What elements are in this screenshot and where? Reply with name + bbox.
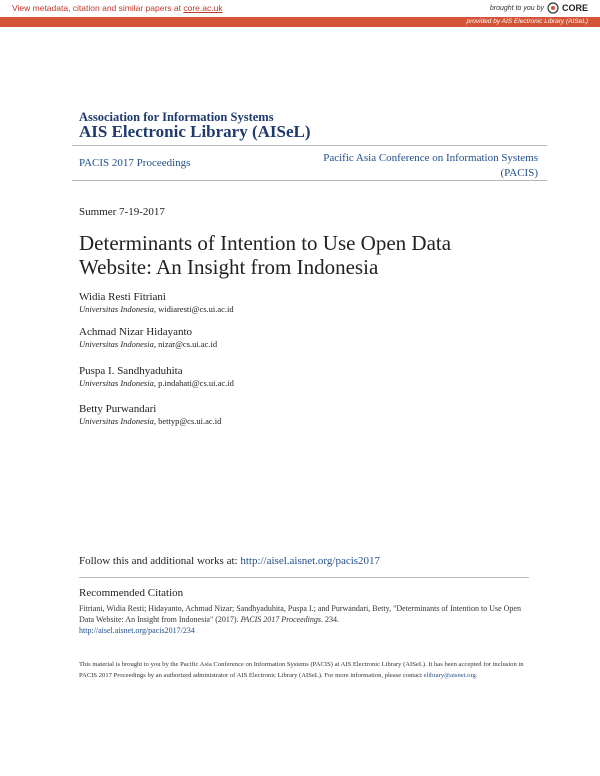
follow-line: [79, 555, 380, 567]
footer-end: .: [475, 672, 478, 679]
author-institution: Universitas Indonesia: [79, 416, 154, 426]
author-institution: Universitas Indonesia: [79, 378, 154, 388]
author-name: Betty Purwandari: [79, 403, 157, 415]
author-name: Achmad Nizar Hidayanto: [79, 326, 193, 338]
author-2: [79, 325, 217, 350]
contact-email-link[interactable]: elibrary@aisnet.org: [423, 672, 476, 679]
citation-venue: PACIS 2017 Proceedings: [240, 615, 321, 624]
core-top-row: [0, 0, 600, 16]
author-email: , p.indahati@cs.ui.ac.id: [153, 378, 234, 388]
proceedings-link[interactable]: PACIS 2017 Proceedings: [79, 157, 191, 169]
header-divider-top: [72, 145, 547, 146]
citation-text: [79, 603, 524, 636]
recommended-citation-heading: Recommended Citation: [79, 587, 184, 599]
paper-title: Determinants of Intention to Use Open Data Website: An Insight from Indonesia: [79, 231, 452, 279]
publication-date: Summer 7-19-2017: [79, 206, 165, 218]
author-3: [79, 364, 234, 389]
author-1: [79, 290, 234, 315]
library-name[interactable]: AIS Electronic Library (AISeL): [79, 122, 311, 141]
core-logo-icon: [547, 2, 559, 14]
author-institution: Universitas Indonesia: [79, 339, 154, 349]
citation-number: . 234.: [321, 615, 339, 624]
core-brand[interactable]: [490, 2, 588, 14]
core-link-prefix: View metadata, citation and similar papers at: [12, 3, 184, 13]
author-affiliation: [79, 304, 234, 315]
author-name: Puspa I. Sandhyaduhita: [79, 365, 183, 377]
association-name[interactable]: Association for Information Systems: [79, 110, 274, 124]
author-email: , bettyp@cs.ui.ac.id: [153, 416, 222, 426]
follow-label: Follow this and additional works at:: [79, 555, 241, 567]
core-metadata-link-line: [12, 3, 223, 13]
author-institution: Universitas Indonesia: [79, 304, 154, 314]
core-link[interactable]: core.ac.uk: [183, 3, 223, 13]
author-affiliation: [79, 339, 217, 350]
citation-divider: [79, 577, 529, 578]
author-email: , widiaresti@cs.ui.ac.id: [153, 304, 234, 314]
core-brought-by: brought to you by: [489, 4, 544, 12]
core-provider-strip: [0, 17, 600, 27]
author-affiliation: [79, 378, 234, 389]
follow-url-link[interactable]: http://aisel.aisnet.org/pacis2017: [240, 555, 381, 567]
core-brand-name: CORE: [561, 3, 588, 13]
author-affiliation: [79, 416, 221, 427]
author-4: [79, 402, 221, 427]
citation-body: Fitriani, Widia Resti; Hidayanto, Achmad Nizar; Sandhyaduhita, Puspa I.; and Purwandari, Betty, "Determinants of Intention to Use Open Data Website: An Insight from Indonesia" (2017).: [79, 604, 521, 624]
footer-text: This material is brought to you by the Pacific Asia Conference on Information Systems (PACIS) at AIS Electronic Library (AISeL). It has been accepted for inclusion in PACIS 2017 Proceedings by an authorized administrator of AIS Electronic Library (AISeL). For more information, please contact: [79, 661, 524, 679]
citation-url-link[interactable]: http://aisel.aisnet.org/pacis2017/234: [79, 626, 195, 635]
conference-link[interactable]: Pacific Asia Conference on Information Systems (PACIS): [323, 152, 538, 179]
core-banner: [0, 0, 600, 28]
footer-note: [79, 659, 524, 681]
core-provided-by: provided by AIS Electronic Library (AISeL): [466, 18, 588, 25]
header-divider-bottom: [72, 180, 547, 181]
author-email: , nizar@cs.ui.ac.id: [153, 339, 218, 349]
author-name: Widia Resti Fitriani: [79, 291, 166, 303]
